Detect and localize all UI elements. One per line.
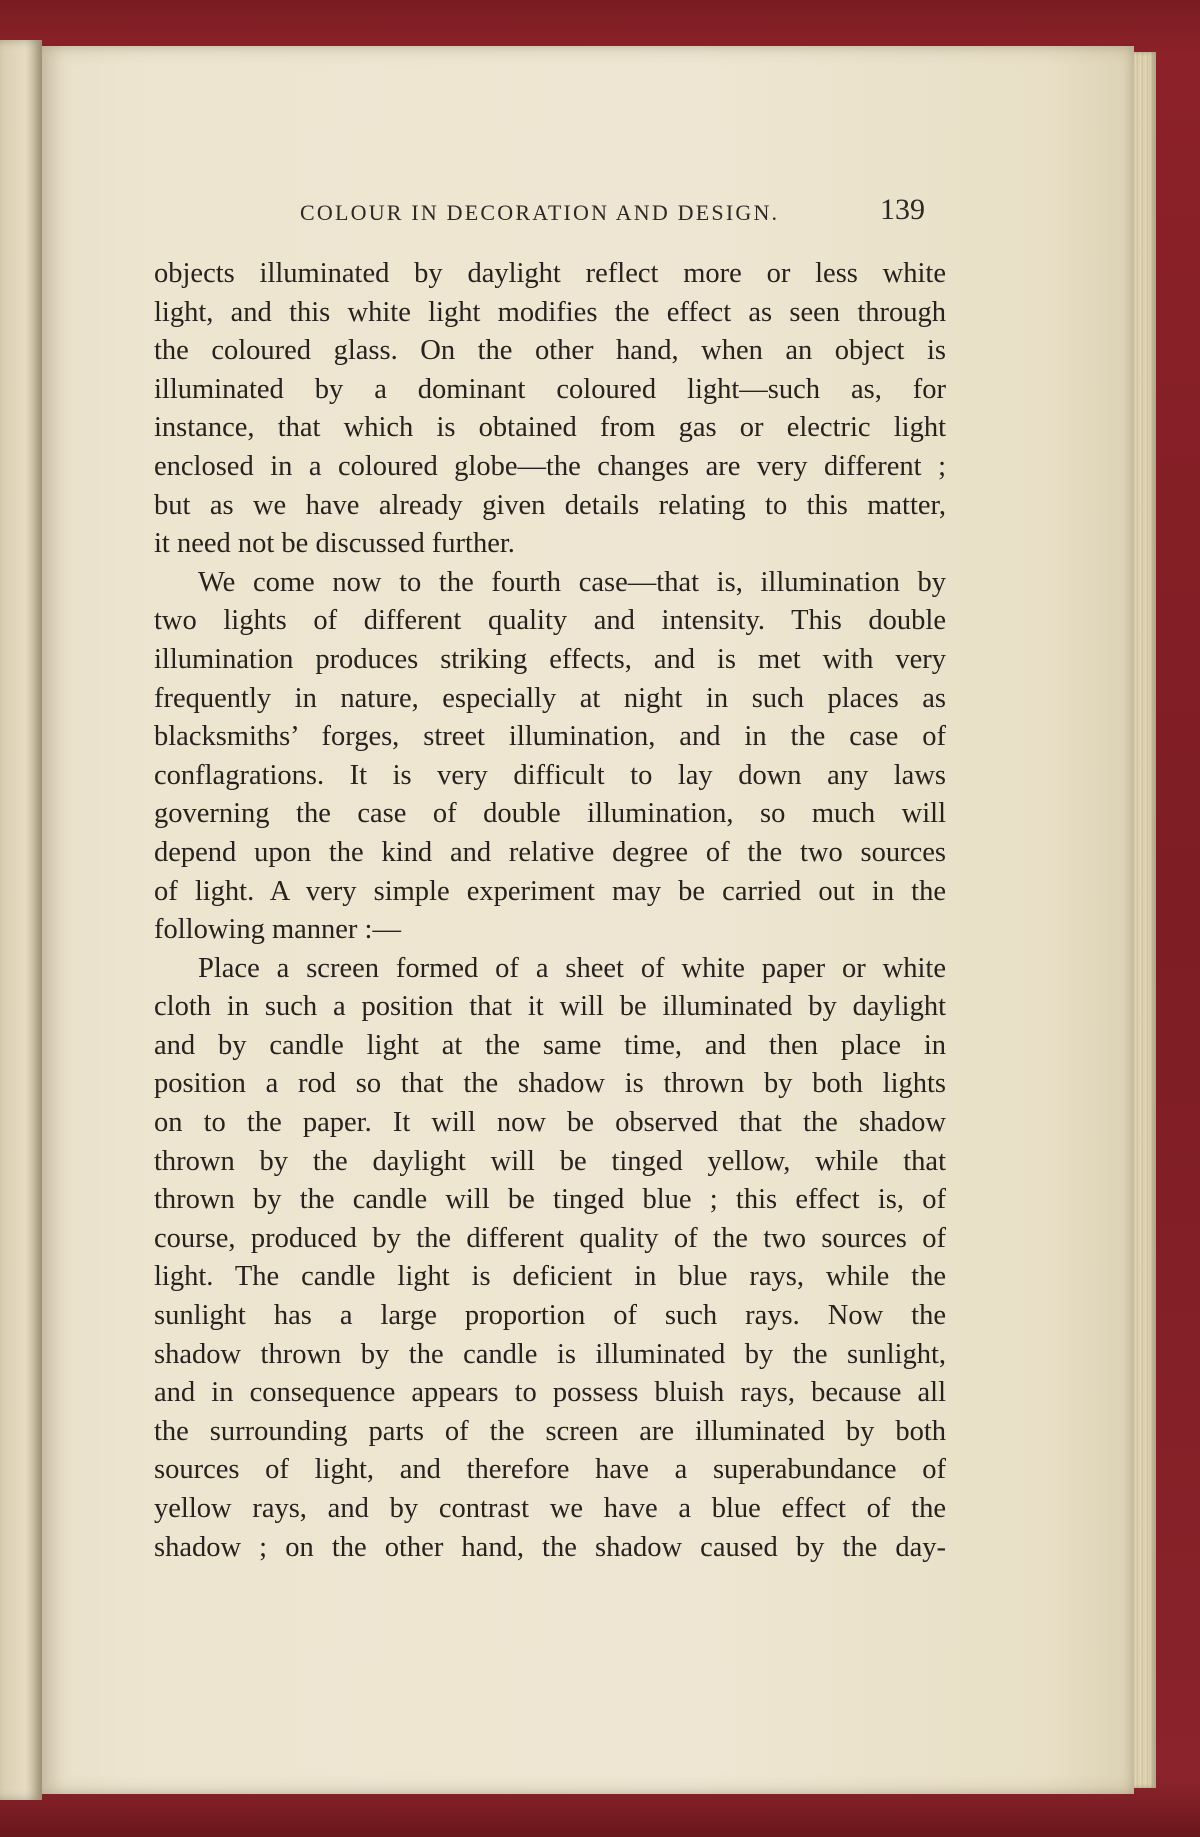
text-line: conflagrations. It is very difficult to lay down any laws bbox=[154, 759, 946, 791]
text-line: course, produced by the different quality of the two sources of bbox=[154, 1222, 946, 1254]
facing-page-edge bbox=[0, 40, 42, 1800]
text-line: but as we have already given details relating to this matter, bbox=[154, 489, 946, 521]
text-line: governing the case of double illumination, so much will bbox=[154, 798, 946, 830]
text-line: blacksmiths’ forges, street illumination, and in the case of bbox=[154, 721, 946, 753]
text-line: thrown by the candle will be tinged blue ; this effect is, of bbox=[154, 1184, 946, 1216]
text-line: illuminated by a dominant coloured light—such as, for bbox=[154, 373, 946, 405]
text-line: instance, that which is obtained from gas or electric light bbox=[154, 412, 946, 444]
running-head: COLOUR IN DECORATION AND DESIGN. bbox=[300, 200, 780, 225]
text-line: the surrounding parts of the screen are illuminated by both bbox=[154, 1415, 946, 1447]
text-line: sunlight has a large proportion of such rays. Now the bbox=[154, 1300, 946, 1332]
text-line: depend upon the kind and relative degree of the two sources bbox=[154, 836, 946, 868]
text-line: We come now to the fourth case—that is, illumination by bbox=[198, 566, 946, 598]
text-line: light, and this white light modifies the effect as seen through bbox=[154, 296, 946, 328]
text-line: cloth in such a position that it will be illuminated by daylight bbox=[154, 991, 946, 1023]
text-line: thrown by the daylight will be tinged yellow, while that bbox=[154, 1145, 946, 1177]
text-line: sources of light, and therefore have a superabundance of bbox=[154, 1454, 946, 1486]
text-line: yellow rays, and by contrast we have a blue effect of the bbox=[154, 1493, 946, 1524]
text-line: it need not be discussed further. bbox=[154, 528, 515, 560]
text-line: shadow thrown by the candle is illuminated by the sunlight, bbox=[154, 1338, 946, 1370]
page-edges bbox=[1134, 52, 1156, 1788]
paragraph bbox=[154, 950, 946, 1568]
text-line: enclosed in a coloured globe—the changes are very different ; bbox=[154, 450, 946, 482]
text-line: position a rod so that the shadow is thrown by both lights bbox=[154, 1068, 946, 1100]
text-line: and in consequence appears to possess bluish rays, because all bbox=[154, 1377, 946, 1409]
text-line: of light. A very simple experiment may be carried out in the bbox=[154, 875, 946, 907]
text-line: the coloured glass. On the other hand, when an object is bbox=[154, 335, 946, 367]
paragraph bbox=[154, 255, 946, 564]
text-line: light. The candle light is deficient in blue rays, while the bbox=[154, 1261, 946, 1293]
text-line: objects illuminated by daylight reflect more or less white bbox=[154, 258, 946, 289]
page-number: 139 bbox=[880, 193, 925, 226]
text-line: following manner :— bbox=[154, 914, 401, 946]
text-line: on to the paper. It will now be observed that the shadow bbox=[154, 1107, 946, 1139]
text-line: illumination produces striking effects, and is met with very bbox=[154, 643, 946, 675]
body-text bbox=[154, 255, 946, 1567]
text-line: two lights of different quality and intensity. This double bbox=[154, 605, 946, 637]
text-line: and by candle light at the same time, and then place in bbox=[154, 1029, 946, 1061]
text-line: shadow ; on the other hand, the shadow caused by the day- bbox=[154, 1531, 946, 1563]
text-line: frequently in nature, especially at night in such places as bbox=[154, 682, 946, 714]
text-line: Place a screen formed of a sheet of white paper or white bbox=[198, 952, 946, 984]
paragraph bbox=[154, 564, 946, 950]
